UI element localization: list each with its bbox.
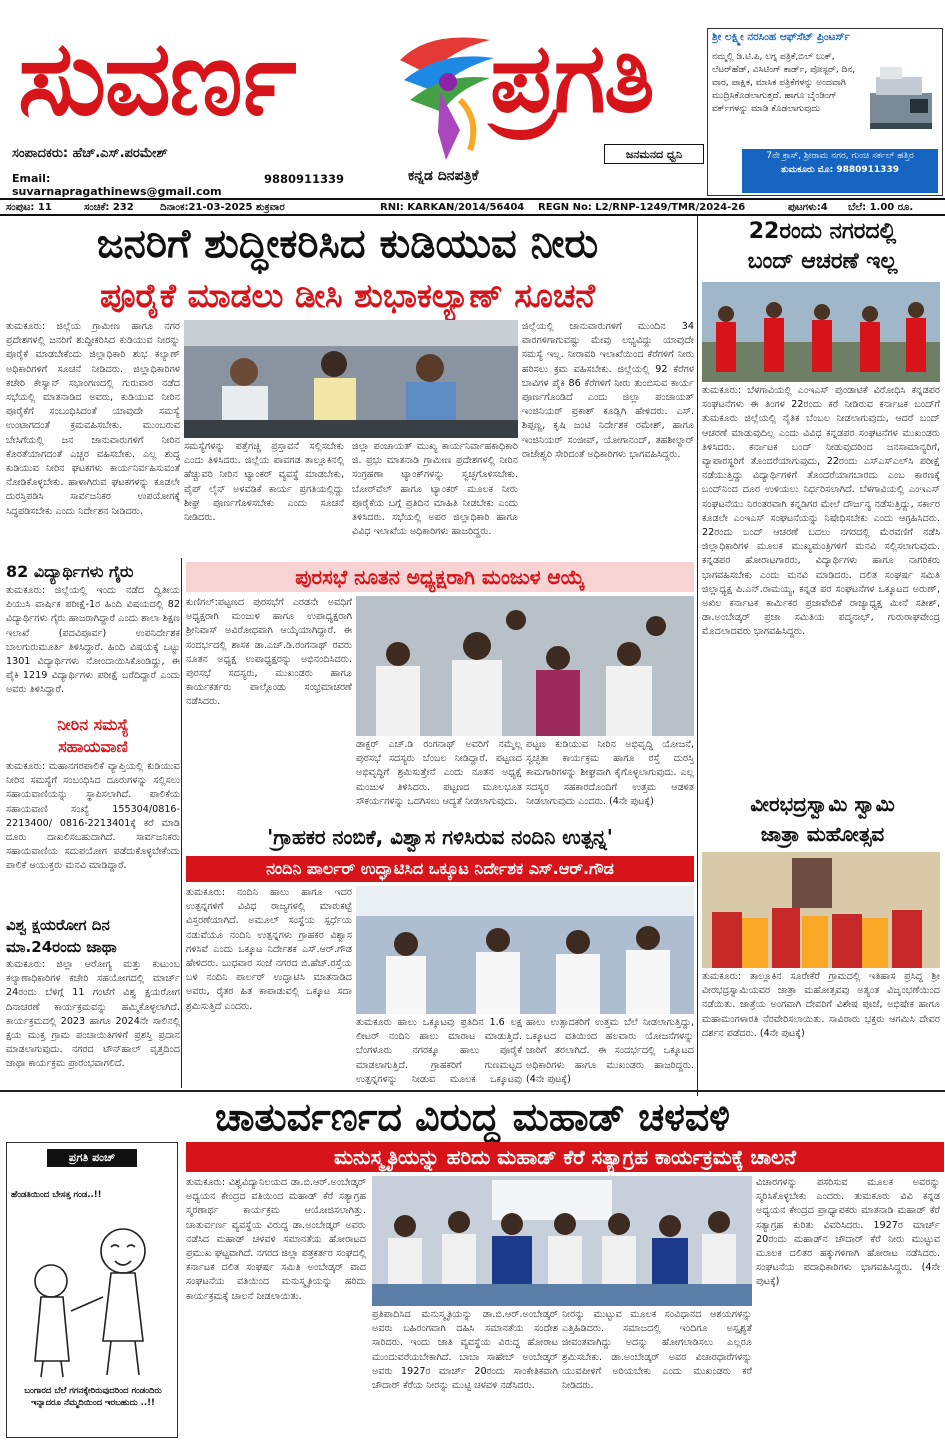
municipal-col-3: ಪಟ್ಟಣ ಕುಡಿಯುವ ನೀರಿನ ಅಭಿವೃದ್ಧಿ ಯೋಜನೆ, ಸ್ವಚ್ಛತಾ ಕಾರ್ಯಕ್ರಮ ಹಾಗೂ ರಸ್ತೆ ದುರಸ್ತಿ ಕಾಮಗಾರಿಗಳನ್ನು ಶೀಘ್ರವಾಗಿ ಕೈಗೊಳ್ಳಲಾಗುವುದು. ಎಲ್ಲ ಸದಸ್ಯರ ಸಹಕಾರದೊಂದಿಗೆ ಉತ್ತಮ ಆಡಳಿತ ನೀಡಲಾಗುವುದು ಎಂದರು. (4ನೇ ಪುಟಕ್ಕೆ) [526, 739, 694, 807]
phone-line: 9880911339 [264, 172, 345, 186]
cartoon-drawing [11, 1221, 175, 1381]
dateline-bar [0, 198, 945, 216]
email-line: Email: suvarnapragathinews@gmail.com [12, 172, 222, 198]
nandini-col-1: ತುಮಕೂರು: ನಂದಿನಿ ಹಾಲು ಹಾಗೂ ಇದರ ಉತ್ಪನ್ನಗಳಿಗೆ ವಿವಿಧ ರಾಜ್ಯಗಳಲ್ಲಿ ಮಾರುಕಟ್ಟೆ ವಿಸ್ತರಣೆಯಾಗಿದೆ. ಅಮೂಲ್ ಸಂಸ್ಥೆಯ ಸ್ಪರ್ಧೆಯ ನಡುವೆಯೂ ನಂದಿನಿ ಉತ್ಪನ್ನಗಳು ಗ್ರಾಹಕರ ವಿಶ್ವಾಸ ಗಳಿಸಿವೆ ಎಂದು ಒಕ್ಕೂಟ ನಿರ್ದೇಶಕ ಎಸ್.ಆರ್.ಗೌಡ ಹೇಳಿದರು. ಬುಧವಾರ ಸಂಜೆ ನಗರದ ಬಿ.ಹೆಚ್.ರಸ್ತೆಯ ಬಳಿ ನಂದಿನಿ ಪಾರ್ಲರ್ ಉದ್ಘಾಟಿಸಿ ಮಾತನಾಡಿದ ಅವರು, ರೈತರ ಹಿತ ಕಾಪಾಡುವಲ್ಲಿ ಒಕ್ಕೂಟ ಸದಾ ಶ್ರಮಿಸುತ್ತಿದೆ ಎಂದರು. [186, 887, 352, 1012]
lead-headline-2: ಪೂರೈಕೆ ಮಾಡಲು ಡೀಸಿ ಶುಭಾಕಲ್ಯಾಣ್ ಸೂಚನೆ [99, 276, 596, 315]
ad-title: ಶ್ರೀ ಲಕ್ಷ್ಮೀ ನರಸಿಂಹ ಆಫ್‌ಸೆಟ್ ಪ್ರಿಂಟರ್ಸ್ [712, 31, 850, 43]
mahad-col-3: ನೀರನ್ನು ಮುಟ್ಟುವ ಮೂಲಕ ಸಂವಿಧಾನದ ಆಶಯಗಳನ್ನು ಎತ್ತಿಹಿಡಿದರು. ಸಮಾಜದಲ್ಲಿ ಇಂದಿಗೂ ಅಸ್ಪೃಶ್ಯತೆ ಜೀವಂತವಾಗಿದ್ದು ಅದನ್ನು ಹೋಗಲಾಡಿಸಲು ಎಲ್ಲರೂ ಶ್ರಮಿಸಬೇಕು. ಡಾ.ಅಂಬೇಡ್ಕರ್ ಅವರ ವಿಚಾರಧಾರೆಗಳನ್ನು ಯುವಪೀಳಿಗೆ ಅರಿಯಬೇಕು ಎಂದು ಮುಖಂಡರು ಕರೆ ನೀಡಿದರು. [562, 1309, 752, 1392]
cartoon-title: ಪ್ರಗತಿ ಪಂಚ್ [47, 1149, 137, 1167]
right-column-rule [697, 216, 698, 1096]
daily-label: ಕನ್ನಡ ದಿನಪತ್ರಿಕೆ [408, 168, 479, 184]
mahad-subhead: ಮನುಸ್ಮೃತಿಯನ್ನು ಹರಿದು ಮಹಾಡ್ ಕೆರೆ ಸತ್ಯಾಗ್ರಹ ಕಾರ್ಯಕ್ರಮಕ್ಕೆ ಚಾಲನೆ [186, 1142, 944, 1172]
municipal-headline: ಪುರಸಭೆ ನೂತನ ಅಧ್ಯಕ್ಷರಾಗಿ ಮಂಜುಳ ಆಯ್ಕೆ [186, 562, 694, 592]
bandh-body: ತುಮಕೂರು: ಬೆಳಗಾವಿಯಲ್ಲಿ ಎಂಇಎಸ್ ಪುಂಡಾಟಿಕೆ ವಿರೋಧಿಸಿ ಕನ್ನಡಪರ ಸಂಘಟನೆಗಳು ಈ ತಿಂಗಳ 22ರಂದು ಕರೆ ನೀಡಿರುವ ಕರ್ನಾಟಕ ಬಂದ್‌ಗೆ ತುಮಕೂರು ಜಿಲ್ಲೆಯಲ್ಲಿ ನೈತಿಕ ಬೆಂಬಲ ನೀಡಲಾಗುವುದು, ಆದರೆ ಬಂದ್ ಆಚರಣೆ ಮಾಡುವುದಿಲ್ಲ ಎಂದು ವಿವಿಧ ಕನ್ನಡಪರ ಸಂಘಟನೆಗಳ ಮುಖಂಡರು ತಿಳಿಸಿದರು. ಕರ್ನಾಟಕ ಬಂದ್‌ ನೀಡುವುದರಿಂದ ಜನಸಾಮಾನ್ಯರಿಗೆ, ವ್ಯಾಪಾರಸ್ಥರಿಗೆ ತೊಂದರೆಯಾಗುವುದು, 22ರಂದು ಎಸ್‌ಎಸ್‌ಎಲ್‌ಸಿ ಪರೀಕ್ಷೆ ನಡೆಯುತ್ತಿದ್ದು ವಿದ್ಯಾರ್ಥಿಗಳಿಗೆ ತೊಂದರೆಯಾಗಬಾರದು ಎಂಬ ಕಾರಣಕ್ಕೆ ಬಂದ್‌ನಿಂದ ದೂರ ಉಳಿಯಲು ನಿರ್ಧರಿಸಲಾಗಿದೆ. ಬೆಳಗಾವಿಯಲ್ಲಿ ಎಂಇಎಸ್ ಸಂಘಟನೆಯು ನಿರಂತರವಾಗಿ ಕನ್ನಡಿಗರ ಮೇಲೆ ದೌರ್ಜನ್ಯ ನಡೆಸುತ್ತಿದ್ದು, ಸರ್ಕಾರ ಕೂಡಲೇ ಎಂಇಎಸ್ ಸಂಘಟನೆಯನ್ನು ನಿಷೇಧಿಸಬೇಕು ಎಂದು ಆಗ್ರಹಿಸಿದರು. 22ರಂದು ಬಂದ್ ಆಚರಣೆ ಬದಲು ನಗರದಲ್ಲಿ ಮೆರವಣಿಗೆ ನಡೆಸಿ ಜಿಲ್ಲಾಧಿಕಾರಿಗಳ ಮೂಲಕ ಮುಖ್ಯಮಂತ್ರಿಗಳಿಗೆ ಮನವಿ ಸಲ್ಲಿಸಲಾಗುವುದು. ಕನ್ನಡಪರ ಹೋರಾಟಗಾರರು, ವಿದ್ಯಾರ್ಥಿಗಳು ಹಾಗೂ ನಾಗರಿಕರು ಭಾಗವಹಿಸಬೇಕು ಎಂದು ಮನವಿ ಮಾಡಿದರು. ದಲಿತ ಸಂಘರ್ಷ ಸಮಿತಿ ಜಿಲ್ಲಾಧ್ಯಕ್ಷ ಪಿ.ಎನ್.ರಾಮಯ್ಯ, ಕನ್ನಡ ಪರ ಸಂಘಟನೆಗಳ ಒಕ್ಕೂಟದ ಅರುಣ್, ಅಖಿಲ ಕರ್ನಾಟಕ ಕಾರ್ಮಿಕರ ಪ್ರಜಾವೇದಿಕೆ ರಾಜ್ಯಾಧ್ಯಕ್ಷ ಮೀನೆ ಸತೀಶ್, ಡಾ.ಅಂಬೇಡ್ಕರ್ ಪ್ರಜಾ ಸಮಿತಿಯ ಪದ್ಮನಾಭ್, ಗುರುರಾಘವೇಂದ್ರ ಮೊದಲಾದವರು ಭಾಗವಹಿಸಿದ್ದರು. [702, 385, 940, 638]
mahad-col-1: ತುಮಕೂರು: ವಿಶ್ವವಿದ್ಯಾನಿಲಯದ ಡಾ.ಬಿ.ಆರ್.ಅಂಬೇಡ್ಕರ್ ಅಧ್ಯಯನ ಕೇಂದ್ರದ ವತಿಯಿಂದ ಮಹಾಡ್ ಕೆರೆ ಸತ್ಯಾಗ್ರಹ ಸ್ಮರಣಾರ್ಥ ಕಾರ್ಯಕ್ರಮ ಆಯೋಜಿಸಲಾಗಿತ್ತು. ಚಾತುರ್ವರ್ಣ ವ್ಯವಸ್ಥೆಯ ವಿರುದ್ಧ ಡಾ.ಅಂಬೇಡ್ಕರ್ ಅವರು ನಡೆಸಿದ ಮಹಾಡ್ ಚಳವಳಿ ಸಮಾನತೆಯ ಹೋರಾಟದ ಪ್ರಮುಖ ಘಟ್ಟವಾಗಿದೆ. ನಗರದ ಜಿಲ್ಲಾ ಪತ್ರಕರ್ತರ ಸಂಘದಲ್ಲಿ ಕರ್ನಾಟಕ ದಲಿತ ಸಂಘರ್ಷ ಸಮಿತಿ ಅಂಬೇಡ್ಕರ್ ವಾದ ಸಂಘಟನೆಯ ವತಿಯಿಂದ ಮನುಸ್ಮೃತಿಯನ್ನು ಹರಿದು ಕಾರ್ಯಕ್ರಮಕ್ಕೆ ಚಾಲನೆ ನೀಡಲಾಯಿತು. [186, 1177, 366, 1302]
temple-body: ತುಮಕೂರು: ತಾಲ್ಲೂಕಿನ ಸೂರೇಕೆರೆ ಗ್ರಾಮದಲ್ಲಿ ಇತಿಹಾಸ ಪ್ರಸಿದ್ಧ ಶ್ರೀ ವೀರಭದ್ರಸ್ವಾಮಿಯವರ ಜಾತ್ರಾ ಮಹೋತ್ಸವವು ಅತ್ಯಂತ ವಿಜೃಂಭಣೆಯಿಂದ ನಡೆಯಿತು. ಜಾತ್ರೆಯ ಅಂಗವಾಗಿ ದೇವರಿಗೆ ವಿಶೇಷ ಪೂಜೆ, ಅಭಿಷೇಕ ಹಾಗೂ ಮಹಾಮಂಗಳಾರತಿ ನೆರವೇರಿಸಲಾಯಿತು. ಸಾವಿರಾರು ಭಕ್ತರು ಆಗಮಿಸಿ ದೇವರ ದರ್ಶನ ಪಡೆದರು. (4ನೇ ಪುಟಕ್ಕೆ) [702, 971, 940, 1039]
water-help-headline-1: ನೀರಿನ ಸಮಸ್ಯೆ [57, 715, 129, 734]
water-help-body: ತುಮಕೂರು: ಮಹಾನಗರಪಾಲಿಕೆ ವ್ಯಾಪ್ತಿಯಲ್ಲಿ ಕುಡಿಯುವ ನೀರಿನ ಸಮಸ್ಯೆಗೆ ಸಂಬಂಧಿಸಿದ ದೂರುಗಳನ್ನು ಸಲ್ಲಿಸಲು ಸಹಾಯವಾಣಿಯನ್ನು ಸ್ಥಾಪಿಸಲಾಗಿದೆ. ಪಾಲಿಕೆಯ ಸಹಾಯವಾಣಿ ಸಂಖ್ಯೆ 155304/0816-2213400/ 0816-2213401ಕ್ಕೆ ಕರೆ ಮಾಡಿ ದೂರು ದಾಖಲಿಸಬಹುದಾಗಿದೆ. ಸಾರ್ವಜನಿಕರು ಸಹಾಯವಾಣಿಯ ಸದುಪಯೋಗ ಪಡೆದುಕೊಳ್ಳಬೇಕೆಂದು ಪಾಲಿಕೆ ಆಯುಕ್ತರು ಮನವಿ ಮಾಡಿದ್ದಾರೆ. [6, 761, 180, 872]
municipal-photo [356, 596, 694, 736]
editor-line: ಸಂಪಾದಕರು: ಹೆಚ್.ಎಸ್.ಪರಮೇಶ್ [12, 146, 168, 161]
title-right: ಪ್ರಗತಿ [490, 22, 653, 134]
bandh-photo [702, 282, 940, 382]
ad-body: ನಮ್ಮಲ್ಲಿ ಡಿ.ಟಿ.ಪಿ, ಲಗ್ನ ಪತ್ರಿಕೆ,ಬಿಲ್ ಬುಕ್, ಲೆಟರ್‌ಹೆಡ್, ವಿಸಿಟಿಂಗ್ ಕಾರ್ಡ್, ಪೋಸ್ಟರ್, ದಿನ, ವಾರ, ಪಾಕ್ಷಿಕ, ಮಾಸಿಕ ಪತ್ರಿಕೆಗಳನ್ನು ಅಂದವಾಗಿ ಮುದ್ರಿಸಿಕೊಡಲಾಗುತ್ತದೆ. ಹಾಗೂ ಬೈಂಡಿಂಗ್ ವರ್ಕ್‌ಗಳನ್ನು ಮಾಡಿ ಕೊಡಲಾಗುವುದು [712, 52, 856, 114]
tb-day-body: ತುಮಕೂರು: ಜಿಲ್ಲಾ ಆರೋಗ್ಯ ಮತ್ತು ಕುಟುಂಬ ಕಲ್ಯಾಣಾಧಿಕಾರಿಗಳ ಕಚೇರಿ ಸಹಯೋಗದಲ್ಲಿ ಮಾರ್ಚ್ 24ರಂದು ಬೆಳಿಗ್ಗೆ 11 ಗಂಟೆಗೆ ವಿಶ್ವ ಕ್ಷಯರೋಗ ದಿನಾಚರಣೆ ಕಾರ್ಯಕ್ರಮವನ್ನು ಹಮ್ಮಿಕೊಳ್ಳಲಾಗಿದೆ. ಕಾರ್ಯಕ್ರಮದಲ್ಲಿ 2023 ಹಾಗೂ 2024ನೇ ಸಾಲಿನಲ್ಲಿ ಕ್ಷಯ ಮುಕ್ತ ಗ್ರಾಮ ಪಂಚಾಯಿತಿಗಳಿಗೆ ಪ್ರಶಸ್ತಿ ಪ್ರದಾನ ಮಾಡಲಾಗುವುದು. ನಗರದ ಟೌನ್‌ಹಾಲ್ ವೃತ್ತದಿಂದ ಜಾಥಾ ಕಾರ್ಯಕ್ರಮ ಪ್ರಾರಂಭವಾಗಲಿದೆ. [6, 959, 180, 1070]
mahad-col-4: ವಿಚಾರಗಳನ್ನು ಪಸರಿಸುವ ಮೂಲಕ ಅವರನ್ನು ಸ್ಮರಿಸಿಕೊಳ್ಳಬೇಕು ಎಂದರು. ತುಮಕೂರು ವಿವಿ ಕನ್ನಡ ಅಧ್ಯಯನ ಕೇಂದ್ರದ ಪ್ರಾಧ್ಯಾಪಕರು ಮಾತನಾಡಿ ಮಹಾಡ್ ಕೆರೆ ಸತ್ಯಾಗ್ರಹ ಕುರಿತು ವಿವರಿಸಿದರು. 1927ರ ಮಾರ್ಚ್ 20ರಂದು ಮಹಾಡ್‌ನ ಚೌದಾರ್ ಕೆರೆ ನೀರು ಮುಟ್ಟುವ ಮೂಲಕ ದಲಿತರ ಹಕ್ಕುಗಳಿಗಾಗಿ ಹೋರಾಟ ನಡೆಸಿದರು. ಸಂಘಟನೆಯ ಪದಾಧಿಕಾರಿಗಳು ಭಾಗವಹಿಸಿದ್ದರು. (4ನೇ ಪುಟಕ್ಕೆ) [756, 1177, 940, 1288]
mahad-top-rule [0, 1090, 945, 1092]
municipal-col-1: ಕುಣಿಗಲ್:ಪಟ್ಟಣದ ಪುರಸಭೆಗೆ ಎರಡನೇ ಅವಧಿಗೆ ಅಧ್ಯಕ್ಷರಾಗಿ ಮಂಜುಳ ಹಾಗೂ ಉಪಾಧ್ಯಕ್ಷರಾಗಿ ಶ್ರೀನಿವಾಸ್ ಅವಿರೋಧವಾಗಿ ಆಯ್ಕೆಯಾಗಿದ್ದಾರೆ. ಈ ಸಂದರ್ಭದಲ್ಲಿ ಶಾಸಕ ಡಾ.ಎಚ್.ಡಿ.ರಂಗನಾಥ್ ರವರು ನೂತನ ಅಧ್ಯಕ್ಷ ಉಪಾಧ್ಯಕ್ಷರನ್ನು ಅಭಿನಂದಿಸಿದರು. ಪುರಸಭೆ ಸದಸ್ಯರು, ಮುಖಂಡರು ಹಾಗೂ ಕಾರ್ಯಕರ್ತರು ಪಾಲ್ಗೊಂಡು ಸಂಭ್ರಮಾಚರಣೆ ನಡೆಸಿದರು. [186, 597, 352, 708]
nandini-col-2: ತುಮಕೂರು ಹಾಲು ಒಕ್ಕೂಟವು ಪ್ರತಿದಿನ 1.6 ಲಕ್ಷ ಲೀಟರ್ ನಂದಿನಿ ಹಾಲು ಮಾರಾಟ ಮಾಡುತ್ತಿದೆ. ಬೆಂಗಳೂರು ನಗರಕ್ಕೂ ಹಾಲು ಪೂರೈಕೆ ಮಾಡಲಾಗುತ್ತಿದೆ. ಗ್ರಾಹಕರಿಗೆ ಗುಣಮಟ್ಟದ ಉತ್ಪನ್ನಗಳನ್ನು ನೀಡುವ ಮೂಲಕ ಒಕ್ಕೂಟವು [356, 1017, 522, 1085]
mahad-headline: ಚಾತುರ್ವರ್ಣದ ವಿರುದ್ಧ ಮಹಾಡ್ ಚಳವಳಿ [215, 1095, 730, 1139]
rni: RNI: KARKAN/2014/56404 [380, 202, 525, 213]
lead-photo-caption: ಸಮಸ್ಯೆಗಳನ್ನು ಪತ್ತೆಗಚ್ಚಿ ಪ್ರಸ್ತಾವನೆ ಸಲ್ಲಿಸಬೇಕು ಎಂದು ತಿಳಿಸಿದರು. ಜಿಲ್ಲೆಯ ಪಾವಗಡ ತಾಲ್ಲೂಕಿನಲ್ಲಿ ಹೆಚ್ಚುವರಿ ನೀರಿನ ಟ್ಯಾಂಕರ್ ವ್ಯವಸ್ಥೆ ಮಾಡಬೇಕು, ಪೈಪ್ ಲೈನ್ ಅಳವಡಿಕೆ ಕಾರ್ಯ ಪ್ರಗತಿಯಲ್ಲಿದ್ದು ಶೀಘ್ರ ಪೂರ್ಣಗೊಳಿಸಬೇಕು ಎಂದು ಸೂಚನೆ ನೀಡಿದರು. [184, 441, 344, 524]
tb-day-headline-1: ವಿಶ್ವ ಕ್ಷಯರೋಗ ದಿನ [6, 916, 110, 934]
water-help-headline-2: ಸಹಾಯವಾಣಿ [58, 737, 128, 756]
slogan-badge: ಜನಮನದ ಧ್ವನಿ [604, 144, 704, 164]
cartoon-caption: ಬಂಗಾರದ ಬೆಲೆ ಗಗನಕ್ಕೇರಿರುವುದರಿಂದ ಗಂಡಂದಿರು ಇನ್ನಾದರೂ ನೆಮ್ಮದಿಯಿಂದ ಇರಬಹುದು ..!! [24, 1386, 162, 1408]
volume: ಸಂಪುಟ: 11 [6, 202, 52, 213]
nandini-headline: 'ಗ್ರಾಹಕರ ನಂಬಿಕೆ, ವಿಶ್ವಾಸ ಗಳಿಸಿರುವ ನಂದಿನಿ ಉತ್ಪನ್ನ' [267, 825, 613, 849]
lead-col-4: ಜಿಲ್ಲೆಯಲ್ಲಿ ಜಾನುವಾರುಗಳಿಗೆ ಮುಂದಿನ 34 ವಾರಗಳಿಗಾಗುವಷ್ಟು ಮೇವು ಲಭ್ಯವಿದ್ದು ಯಾವುದೇ ಸಮಸ್ಯೆ ಇಲ್ಲ. ನೀರಾವರಿ ಇಲಾಖೆಯಿಂದ ಕೆರೆಗಳಿಗೆ ನೀರು ಹರಿಸಲು ಕ್ರಮ ವಹಿಸಬೇಕು. ಜಿಲ್ಲೆಯಲ್ಲಿ 92 ಕೆರೆಗಳ ಬಾವಿಗಳ ಪೈಕಿ 86 ಕೆರೆಗಳಿಗೆ ನೀರು ತುಂಬಿಸುವ ಕಾರ್ಯ ಪೂರ್ಣಗೊಂಡಿದೆ ಎಂದು ಜಿಲ್ಲಾ ಪಂಚಾಯತ್ ಇಂಜಿನಿಯರ್ ಪ್ರಕಾಶ್ ಕೂಡ್ಲಿಗಿ ಹೇಳಿದರು. ಎಸ್. ಶಿಪ್ಪಣ್ಣ, ಕೃಷಿ ಜಂಟಿ ನಿರ್ದೇಶಕ ರಮೇಶ್, ಹಾಗೂ ಇಂಜಿನಿಯರ್ ಸಂಜೀವ್, ಯೋಗಾನಂದ್, ತಹಶೀಲ್ದಾರ್ ರಾಜೇಶ್ವರಿ ಸೇರಿದಂತೆ ಅಧಿಕಾರಿಗಳು ಭಾಗವಹಿಸಿದ್ದರು. [522, 321, 694, 460]
bandh-headline-1: 22ರಂದು ನಗರದಲ್ಲಿ [748, 219, 897, 244]
lead-col-3: ಜಿಲ್ಲಾ ಪಂಚಾಯತ್ ಮುಖ್ಯ ಕಾರ್ಯನಿರ್ವಾಹಕಾಧಿಕಾರಿ ಜಿ. ಪ್ರಭು ಮಾತನಾಡಿ ಗ್ರಾಮೀಣ ಪ್ರದೇಶಗಳಲ್ಲಿ ನೀರಿನ ಸಂಗ್ರಹಣಾ ಟ್ಯಾಂಕ್‌ಗಳನ್ನು ಸ್ವಚ್ಛಗೊಳಿಸಬೇಕು. ಬೋರ್‌ವೆಲ್ ಹಾಗೂ ಟ್ಯಾಂಕರ್ ಮೂಲಕ ನೀರು ಪೂರೈಕೆಯ ಬಗ್ಗೆ ಪ್ರತಿದಿನ ಮಾಹಿತಿ ನೀಡಬೇಕು ಎಂದು ತಿಳಿಸಿದರು. ಸಭೆಯಲ್ಲಿ ಅಪರ ಜಿಲ್ಲಾಧಿಕಾರಿ ಹಾಗೂ ವಿವಿಧ ಇಲಾಖೆಯ ಅಧಿಕಾರಿಗಳು ಹಾಜರಿದ್ದರು. [352, 441, 518, 538]
cartoon-speech: ಹೆಂಡತಿಯಿಂದ ಬೇಸತ್ತ ಗಂಡ..!! [11, 1190, 102, 1200]
ad-address-text: 7ನೇ ಕ್ರಾಸ್, ಶ್ರೀರಾಮ ನಗರ, ಗುಂಚಿ ಸರ್ಕಲ್ ಹತ್ತಿರ [766, 151, 914, 161]
title-left: ಸುವರ್ಣ [18, 17, 295, 139]
students-body: ತುಮಕೂರು: ಜಿಲ್ಲೆಯಲ್ಲಿ ಇಂದು ನಡೆದ ದ್ವಿತೀಯ ಪಿಯುಸಿ ವಾರ್ಷಿಕ ಪರೀಕ್ಷೆ-1ರ ಹಿಂದಿ ವಿಷಯದಲ್ಲಿ 82 ವಿದ್ಯಾರ್ಥಿಗಳು ಗೈರು ಹಾಜರಾಗಿದ್ದಾರೆ ಎಂದು ಶಾಲಾ ಶಿಕ್ಷಣ ಇಲಾಖೆ (ಪದವಿಪೂರ್ವ) ಉಪನಿರ್ದೇಶಕ ಬಾಲಗುರುಮೂರ್ತಿ ತಿಳಿಸಿದ್ದಾರೆ. ಹಿಂದಿ ವಿಷಯಕ್ಕೆ ಒಟ್ಟು 1301 ವಿದ್ಯಾರ್ಥಿಗಳು ನೋಂದಾಯಿಸಿಕೊಂಡಿದ್ದು, ಈ ಪೈಕಿ 1219 ವಿದ್ಯಾರ್ಥಿಗಳು ಪರೀಕ್ಷೆ ಬರೆದಿದ್ದಾರೆ ಎಂದು ಅವರು ತಿಳಿಸಿದ್ದಾರೆ. [6, 585, 180, 696]
municipal-col-2: ಡಾಕ್ಟರ್ ಎಚ್.ಡಿ ರಂಗನಾಥ್ ಅವರಿಗೆ ನಮ್ಮೆಲ್ಲ ಪುರಸಭೆ ಸದಸ್ಯರು ಬೆಂಬಲ ನೀಡಿದ್ದಾರೆ. ಪಟ್ಟಣದ ಅಭಿವೃದ್ಧಿಗೆ ಶ್ರಮಿಸುತ್ತೇನೆ ಎಂದು ನೂತನ ಅಧ್ಯಕ್ಷೆ ಮಂಜುಳ ತಿಳಿಸಿದರು. ಪಟ್ಟಣದ ಮೂಲಭೂತ ಸೌಕರ್ಯಗಳನ್ನು ಒದಗಿಸಲು ಆದ್ಯತೆ ನೀಡಲಾಗುವುದು. [356, 739, 522, 807]
left-column-rule [181, 558, 182, 1088]
lead-col-1: ತುಮಕೂರು: ಜಿಲ್ಲೆಯ ಗ್ರಾಮೀಣ ಹಾಗೂ ನಗರ ಪ್ರದೇಶಗಳಲ್ಲಿ ಜನರಿಗೆ ಶುದ್ಧೀಕರಿಸಿದ ಕುಡಿಯುವ ನೀರನ್ನು ಪೂರೈಕೆ ಮಾಡಬೇಕೆಂದು ಜಿಲ್ಲಾಧಿಕಾರಿ ಶುಭ ಕಲ್ಯಾಣ್ ಅಧಿಕಾರಿಗಳಿಗೆ ಸೂಚನೆ ನೀಡಿದರು. ಜಿಲ್ಲಾಧಿಕಾರಿಗಳ ಕಚೇರಿ ಕೇಸ್ವಾನ್ ಸಭಾಂಗಣದಲ್ಲಿ ಗುರುವಾರ ನಡೆದ ಸಭೆಯಲ್ಲಿ ಮಾತನಾಡಿದ ಅವರು, ಕುಡಿಯುವ ನೀರಿನ ಪೂರೈಕೆಗೆ ಸಂಬಂಧಿಸಿದಂತೆ ಯಾವುದೇ ಸಮಸ್ಯೆ ಉಂಟಾಗದಂತೆ ಕ್ರಮವಹಿಸಬೇಕು. ಮುಂಬರುವ ಬೇಸಿಗೆಯಲ್ಲಿ ಜನ ಜಾನುವಾರುಗಳಿಗೆ ನೀರಿನ ಕೊರತೆಯಾಗದಂತೆ ಎಚ್ಚರ ವಹಿಸಬೇಕು. ಎಲ್ಲ ಶುದ್ಧ ಕುಡಿಯುವ ನೀರಿನ ಘಟಕಗಳು ಕಾರ್ಯನಿರ್ವಹಿಸುವಂತೆ ನೋಡಿಕೊಳ್ಳಬೇಕು. ಹಾಳಾಗಿರುವ ಘಟಕಗಳನ್ನು ಕೂಡಲೇ ದುರಸ್ತಿಪಡಿಸಿ ಸಾರ್ವಜನಿಕರ ಉಪಯೋಗಕ್ಕೆ ಸಿದ್ಧಪಡಿಸಬೇಕು ಎಂದು ನಿರ್ದೇಶನ ನೀಡಿದರು. [6, 321, 180, 517]
mahad-photo [372, 1176, 752, 1306]
date: ದಿನಾಂಕ:21-03-2025 ಶುಕ್ರವಾರ [160, 202, 285, 213]
pragathi-punch-cartoon [6, 1142, 178, 1438]
lead-meeting-photo [184, 320, 518, 438]
ad-address [742, 149, 938, 193]
bandh-headline-2: ಬಂದ್ ಆಚರಣೆ ಇಲ್ಲ [747, 249, 898, 274]
students-headline: 82 ವಿದ್ಯಾರ್ಥಿಗಳು ಗೈರು [6, 562, 134, 581]
temple-headline-1: ವೀರಭದ್ರಸ್ವಾಮಿ ಸ್ವಾಮಿ [750, 792, 895, 816]
pages: ಪುಟಗಳು:4 [788, 202, 828, 213]
tb-day-headline-2: ಮಾ.24ರಂದು ಜಾಥಾ [6, 938, 117, 956]
issue: ಸಂಚಿಕೆ: 232 [84, 202, 134, 213]
mahad-col-2: ಪ್ರತಿಪಾದಿಸಿದ ಮನುಸ್ಮೃತಿಯನ್ನು ಡಾ.ಬಿ.ಆರ್.ಅಂಬೇಡ್ಕರ್ ಅವರು ಬಹಿರಂಗವಾಗಿ ದಹಿಸಿ ಸಮಾನತೆಯ ಸಂದೇಶ ಸಾರಿದರು. ಇಂದು ಜಾತಿ ವ್ಯವಸ್ಥೆಯ ವಿರುದ್ಧ ಹೋರಾಟ ಮುಂದುವರೆಯಬೇಕಾಗಿದೆ. ಬಾಬಾ ಸಾಹೇಬ್ ಅಂಬೇಡ್ಕರ್ ಅವರು 1927ರ ಮಾರ್ಚ್ 20ರಂದು ಸಾಂಕೇತಿಕವಾಗಿ ಚೌದಾರ್ ಕೆರೆಯ ನೀರನ್ನು ಮುಟ್ಟಿ ಚಳವಳಿ ನಡೆಸಿದರು. [372, 1309, 558, 1392]
logo-emblem [390, 20, 500, 170]
temple-headline-2: ಜಾತ್ರಾ ಮಹೋತ್ಸವ [760, 822, 885, 846]
masthead [0, 0, 705, 196]
press-machine-image [866, 63, 938, 131]
ad-contact-text: ತುಮಕೂರು ಮೊ: 9880911339 [781, 165, 899, 175]
nandini-col-3: ಹಾಲು ಉತ್ಪಾದಕರಿಗೆ ಉತ್ತಮ ಬೆಲೆ ನೀಡಲಾಗುತ್ತಿದ್ದು, ಒಕ್ಕೂಟದ ವತಿಯಿಂದ ಹಲವಾರು ಯೋಜನೆಗಳನ್ನು ಜಾರಿಗೆ ತರಲಾಗಿದೆ. ಈ ಸಂದರ್ಭದಲ್ಲಿ ಒಕ್ಕೂಟದ ಅಧಿಕಾರಿಗಳು ಹಾಗೂ ಮುಖಂಡರು ಹಾಜರಿದ್ದರು. (4ನೇ ಪುಟಕ್ಕೆ) [526, 1017, 694, 1085]
price: ಬೆಲೆ: 1.00 ರೂ. [848, 202, 914, 213]
lead-headline-1: ಜನರಿಗೆ ಶುದ್ಧೀಕರಿಸಿದ ಕುಡಿಯುವ ನೀರು [96, 221, 599, 267]
nandini-subhead: ನಂದಿನಿ ಪಾರ್ಲರ್ ಉದ್ಘಾಟಿಸಿದ ಒಕ್ಕೂಟ ನಿರ್ದೇಶಕ ಎಸ್.ಆರ್.ಗೌಡ [186, 856, 694, 882]
regn: REGN No: L2/RNP-1249/TMR/2024-26 [538, 202, 746, 213]
temple-festival-photo [702, 852, 940, 968]
nandini-photo [356, 886, 694, 1014]
printer-ad [707, 28, 943, 196]
